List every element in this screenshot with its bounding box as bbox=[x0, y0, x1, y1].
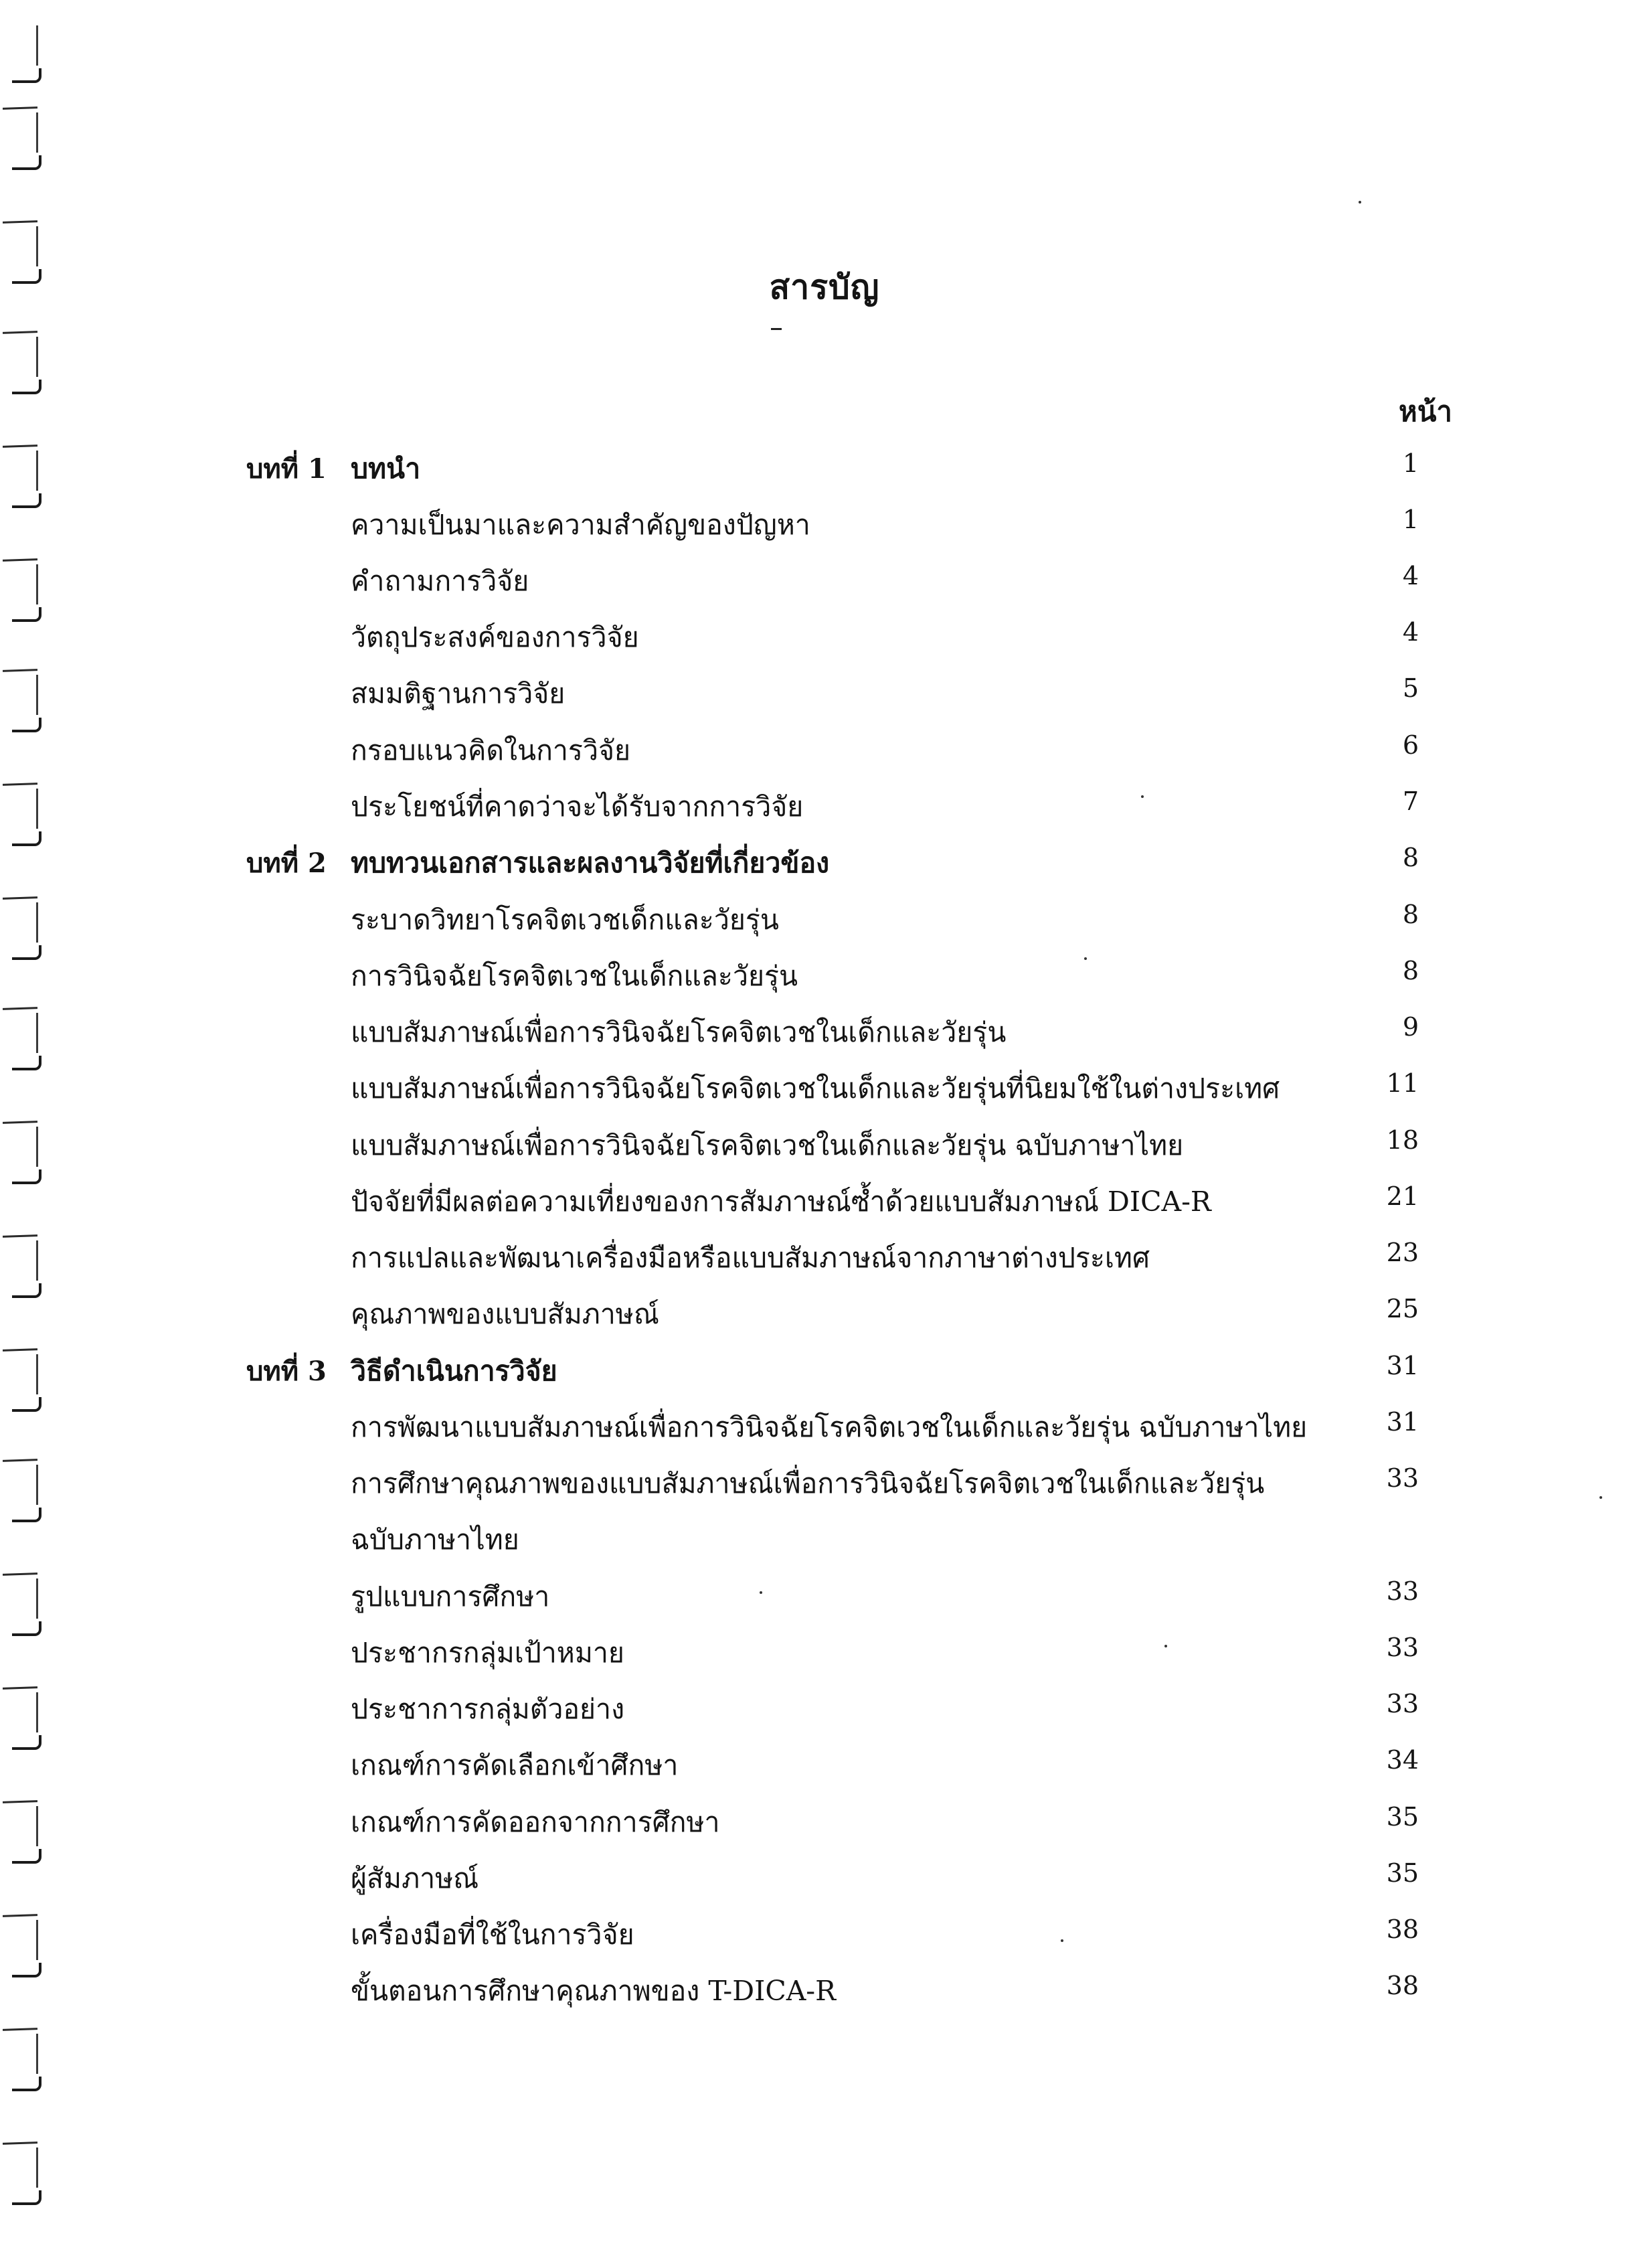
page-number: 33 bbox=[1386, 1633, 1419, 1662]
toc-entry[interactable] bbox=[0, 785, 1649, 825]
page-number: 34 bbox=[1386, 1745, 1419, 1775]
section-title: ประชากรกลุ่มเป้าหมาย bbox=[351, 1637, 624, 1669]
toc-entry[interactable] bbox=[0, 1857, 1649, 1897]
toc-entry[interactable] bbox=[0, 1350, 1649, 1390]
section-title: เครื่องมือที่ใช้ในการวิจัย bbox=[351, 1919, 634, 1951]
chapter-title: ทบทวนเอกสารและผลงานวิจัยที่เกี่ยวข้อง bbox=[351, 847, 830, 879]
page-number: 21 bbox=[1386, 1182, 1419, 1211]
chapter-label: บทที่ 2 bbox=[246, 847, 327, 879]
section-title: การพัฒนาแบบสัมภาษณ์เพื่อการวินิจฉัยโรคจิตเวชในเด็กและวัยรุ่น ฉบับภาษาไทย bbox=[351, 1411, 1308, 1443]
page-number: 38 bbox=[1386, 1971, 1419, 2000]
toc-entry[interactable] bbox=[0, 447, 1649, 487]
toc-entry[interactable] bbox=[0, 1744, 1649, 1784]
page-number: 8 bbox=[1402, 843, 1419, 872]
section-title: แบบสัมภาษณ์เพื่อการวินิจฉัยโรคจิตเวชในเด็กและวัยรุ่นที่นิยมใช้ในต่างประเทศ bbox=[351, 1072, 1280, 1105]
page-number: 33 bbox=[1386, 1576, 1419, 1606]
page-number: 1 bbox=[1402, 449, 1419, 478]
toc-entry[interactable] bbox=[0, 1631, 1649, 1672]
page-number: 9 bbox=[1402, 1012, 1419, 1042]
section-title: ประชาการกลุ่มตัวอย่าง bbox=[351, 1693, 625, 1725]
page-number: 5 bbox=[1402, 673, 1419, 703]
page-number: 23 bbox=[1386, 1238, 1419, 1267]
page-number: 38 bbox=[1386, 1915, 1419, 1944]
section-title: การศึกษาคุณภาพของแบบสัมภาษณ์เพื่อการวินิจฉัยโรคจิตเวชในเด็กและวัยรุ่น bbox=[351, 1467, 1265, 1500]
page-number: 4 bbox=[1402, 561, 1419, 590]
page-number: 1 bbox=[1402, 505, 1419, 534]
section-title: ขั้นตอนการศึกษาคุณภาพของ T-DICA-R bbox=[351, 1975, 837, 2007]
page-number: 4 bbox=[1402, 617, 1419, 647]
toc-entry[interactable] bbox=[0, 1462, 1649, 1556]
section-title: ผู้สัมภาษณ์ bbox=[351, 1862, 479, 1894]
toc-entry[interactable] bbox=[0, 1913, 1649, 1953]
toc-entry[interactable] bbox=[0, 560, 1649, 600]
toc-entry[interactable] bbox=[0, 1011, 1649, 1051]
title-underline-dash bbox=[771, 328, 782, 330]
section-title: แบบสัมภาษณ์เพื่อการวินิจฉัยโรคจิตเวชในเด็กและวัยรุ่น ฉบับภาษาไทย bbox=[351, 1129, 1184, 1161]
toc-entry[interactable] bbox=[0, 1180, 1649, 1220]
section-title: ระบาดวิทยาโรคจิตเวชเด็กและวัยรุ่น bbox=[351, 904, 779, 936]
section-title: เกณฑ์การคัดเลือกเข้าศึกษา bbox=[351, 1749, 679, 1781]
toc-entry[interactable] bbox=[0, 1801, 1649, 1841]
section-title: กรอบแนวคิดในการวิจัย bbox=[351, 734, 631, 766]
toc-entry[interactable] bbox=[0, 729, 1649, 769]
scan-speck bbox=[1359, 201, 1361, 204]
page-number: 31 bbox=[1386, 1407, 1419, 1437]
section-title: ปัจจัยที่มีผลต่อความเที่ยงของการสัมภาษณ์ซ้ำด้วยแบบสัมภาษณ์ DICA-R bbox=[351, 1186, 1211, 1218]
section-title: คุณภาพของแบบสัมภาษณ์ bbox=[351, 1298, 659, 1330]
chapter-label: บทที่ 3 bbox=[246, 1356, 327, 1387]
toc-entry[interactable] bbox=[0, 616, 1649, 656]
toc-entry[interactable] bbox=[0, 1236, 1649, 1277]
binding-hole bbox=[3, 2142, 40, 2222]
binding-hole bbox=[3, 331, 40, 412]
toc-entry[interactable] bbox=[0, 1575, 1649, 1615]
binding-hole bbox=[3, 20, 40, 100]
page-column-header: หน้า bbox=[1399, 395, 1452, 428]
page-number: 11 bbox=[1386, 1068, 1419, 1098]
toc-entry[interactable] bbox=[0, 841, 1649, 882]
section-title: วัตถุประสงค์ของการวิจัย bbox=[351, 621, 639, 653]
chapter-title: บทนำ bbox=[351, 453, 421, 485]
page-number: 8 bbox=[1402, 956, 1419, 985]
page-number: 7 bbox=[1402, 787, 1419, 816]
toc-entry[interactable] bbox=[0, 1293, 1649, 1333]
chapter-title: วิธีดำเนินการวิจัย bbox=[351, 1355, 557, 1387]
binding-hole bbox=[3, 107, 40, 187]
page-number: 31 bbox=[1386, 1351, 1419, 1380]
section-title: การแปลและพัฒนาเครื่องมือหรือแบบสัมภาษณ์จากภาษาต่างประเทศ bbox=[351, 1242, 1150, 1274]
page-number: 18 bbox=[1386, 1125, 1419, 1155]
page-number: 35 bbox=[1386, 1858, 1419, 1888]
page-number: 6 bbox=[1402, 730, 1419, 760]
page-number: 33 bbox=[1386, 1463, 1419, 1493]
toc-entry[interactable] bbox=[0, 955, 1649, 995]
section-title: รูปแบบการศึกษา bbox=[351, 1581, 550, 1613]
section-title: สมมติฐานการวิจัย bbox=[351, 677, 566, 710]
toc-entry[interactable] bbox=[0, 1969, 1649, 2010]
section-title: การวินิจฉัยโรคจิตเวชในเด็กและวัยรุ่น bbox=[351, 960, 798, 992]
section-title: แบบสัมภาษณ์เพื่อการวินิจฉัยโรคจิตเวชในเด็กและวัยรุ่น bbox=[351, 1016, 1007, 1048]
binding-hole bbox=[3, 2028, 40, 2109]
toc-entry[interactable] bbox=[0, 672, 1649, 712]
toc-entry[interactable] bbox=[0, 1067, 1649, 1107]
toc-entry[interactable] bbox=[0, 1406, 1649, 1446]
toc-entry[interactable] bbox=[0, 503, 1649, 544]
chapter-label: บทที่ 1 bbox=[246, 453, 327, 485]
section-title: เกณฑ์การคัดออกจากการศึกษา bbox=[351, 1806, 720, 1838]
toc-entry[interactable] bbox=[0, 898, 1649, 939]
page-number: 25 bbox=[1386, 1294, 1419, 1323]
page-number: 33 bbox=[1386, 1689, 1419, 1718]
page-number: 35 bbox=[1386, 1802, 1419, 1832]
section-title: ความเป็นมาและความสำคัญของปัญหา bbox=[351, 509, 810, 541]
toc-entry[interactable] bbox=[0, 1688, 1649, 1728]
toc-entry[interactable] bbox=[0, 1124, 1649, 1164]
page-number: 8 bbox=[1402, 900, 1419, 929]
section-title-continued: ฉบับภาษาไทย bbox=[351, 1524, 519, 1556]
section-title: ประโยชน์ที่คาดว่าจะได้รับจากการวิจัย bbox=[351, 791, 804, 823]
page-title: สารบัญ bbox=[769, 267, 880, 307]
section-title: คำถามการวิจัย bbox=[351, 565, 529, 597]
